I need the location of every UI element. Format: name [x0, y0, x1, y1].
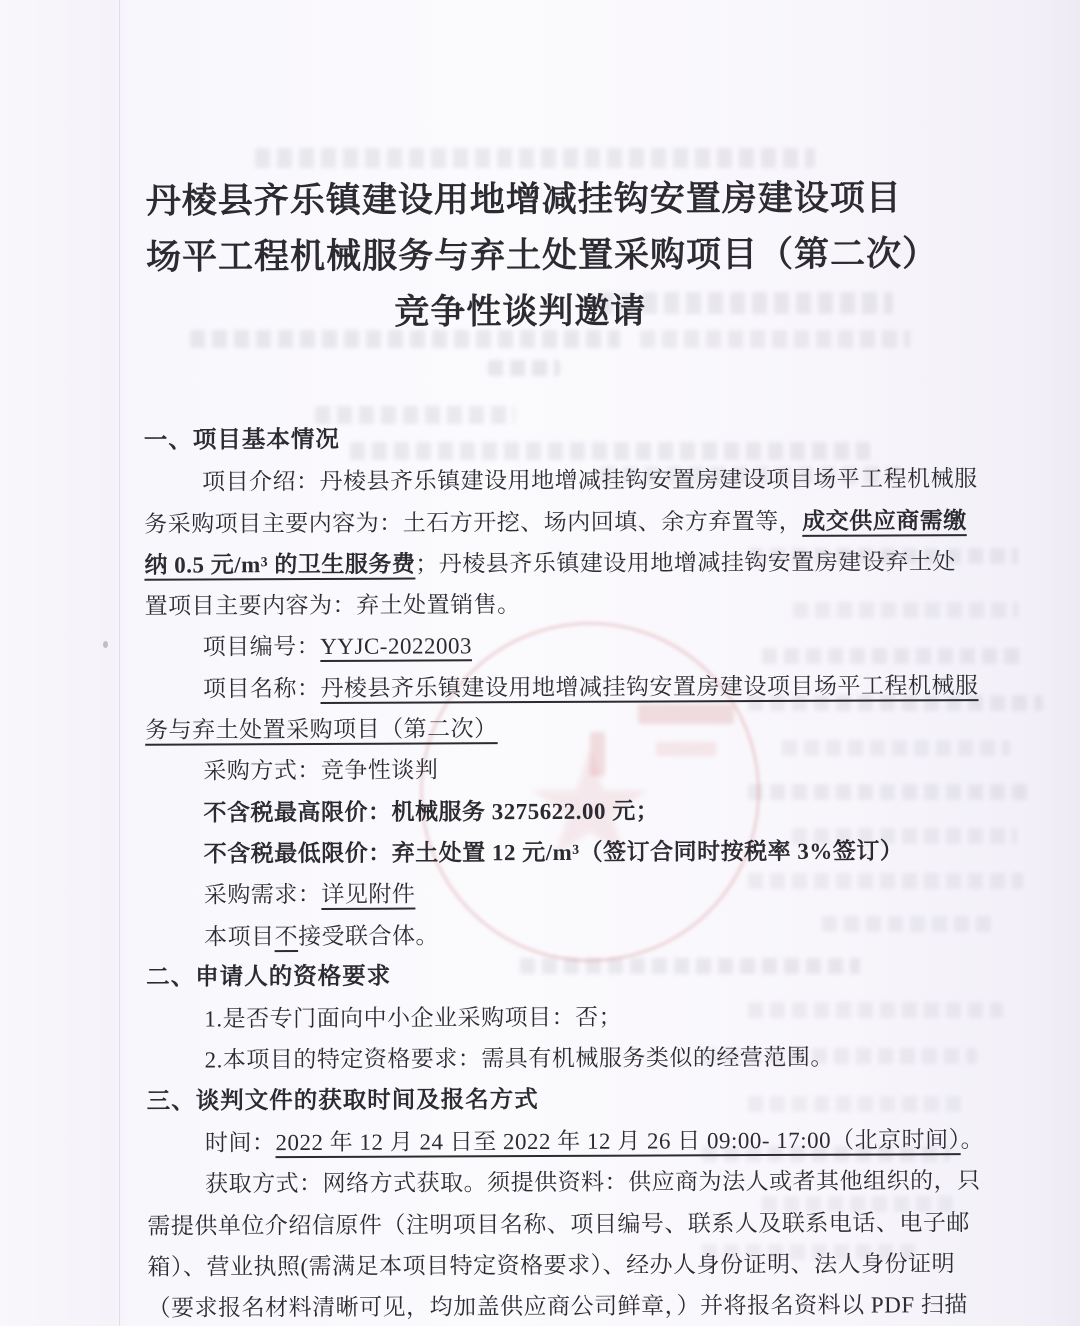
text-line: [145, 665, 979, 710]
text-segment: （要求报名材料清晰可见，均加盖供应商公司鲜章，）并将报名资料以 PDF 扫描: [147, 1292, 968, 1321]
document-body: [143, 417, 985, 1326]
scan-speckle: [103, 641, 108, 648]
text-segment: 三、谈判文件的获取时间及报名方式: [146, 1086, 539, 1115]
text-segment: 项目名称：: [202, 675, 321, 702]
text-line: [146, 872, 906, 917]
text-segment: 详见附件: [321, 881, 416, 908]
text-segment: 不含税最低限价：弃土处置 12 元/m³（签订合同时按税率 3%签订）: [203, 838, 904, 867]
section-heading: [144, 417, 904, 462]
text-line: [144, 541, 956, 586]
text-segment: 纳 0.5 元/m³ 的卫生服务费: [144, 551, 416, 578]
text-line: [147, 1119, 985, 1164]
text-line: [145, 706, 905, 751]
text-segment: 箱）、营业执照(需满足本项目特定资格要求）、经办人身份证明、法人身份证明: [147, 1251, 956, 1280]
star-icon: ★: [522, 718, 658, 893]
text-segment: 本项目: [203, 923, 275, 950]
text-segment: 2.本项目的特定资格要求：需具有机械服务类似的经营范围。: [204, 1045, 834, 1073]
text-line: [147, 1243, 956, 1288]
text-segment: YYJC-2022003: [320, 633, 472, 660]
document-title: [145, 170, 939, 341]
text-segment: 项目介绍：丹棱县齐乐镇建设用地增减挂钩安置房建设项目场平工程机械服: [201, 466, 978, 495]
text-line: [146, 996, 906, 1041]
text-segment: 丹棱县齐乐镇建设用地增减挂钩安置房建设项目场平工程机械服: [320, 672, 979, 701]
text-segment: 需提供单位介绍信原件（注明项目名称、项目编号、联系人及联系电话、电子邮: [147, 1209, 970, 1239]
section-heading: [146, 954, 906, 999]
text-segment: 接受联合体。: [297, 923, 440, 949]
text-segment: 置项目主要内容为：弃土处置销售。: [144, 592, 521, 619]
section-heading: [147, 1078, 907, 1123]
text-segment: 2022 年 12 月 24 日至 2022 年 12 月 26 日 09:00- 17:00（北京时间）: [275, 1127, 961, 1156]
text-segment: 不: [274, 923, 299, 949]
text-line: [147, 1285, 968, 1326]
text-segment: 务与弃土处置采购项目（第二次）: [145, 716, 498, 743]
text-segment: 时间：: [204, 1130, 276, 1156]
text-segment: 一、项目基本情况: [143, 426, 340, 454]
text-segment: 不含税最高限价：机械服务 3275622.00 元；: [203, 798, 660, 826]
text-segment: 。: [960, 1127, 985, 1153]
text-line: [146, 830, 906, 875]
document-title-line-1: 丹棱县齐乐镇建设用地增减挂钩安置房建设项目: [145, 178, 902, 221]
text-segment: 成交供应商需缴: [802, 507, 967, 534]
text-line: [145, 748, 905, 793]
document-title-line-3: 竞争性谈判邀请: [394, 291, 647, 332]
text-line: [146, 913, 906, 958]
text-line: [145, 624, 905, 669]
text-line: [145, 789, 905, 834]
text-segment: 二、申请人的资格要求: [146, 963, 392, 991]
text-segment: 采购需求：: [203, 882, 322, 908]
text-line: [146, 1037, 906, 1082]
text-line: [147, 1161, 981, 1206]
text-line: [147, 1202, 970, 1247]
text-segment: 获取方式：网络方式获取。须提供资料：供应商为法人或者其他组织的，只: [205, 1168, 981, 1197]
text-segment: 采购方式：竞争性谈判: [203, 757, 439, 784]
text-segment: 务采购项目主要内容为：土石方开挖、场内回填、余方弃置等，: [144, 508, 803, 537]
text-line: [144, 500, 967, 545]
document-title-line-2: 场平工程机械服务与弃土处置采购项目（第二次）: [145, 234, 939, 277]
text-segment: 1.是否专门面向中小企业采购项目：否；: [204, 1004, 623, 1032]
text-segment: 项目编号：: [202, 634, 321, 660]
text-segment: ；丹棱县齐乐镇建设用地增减挂钩安置房建设弃土处: [415, 549, 956, 577]
text-line: [144, 583, 904, 628]
text-line: [144, 459, 978, 504]
